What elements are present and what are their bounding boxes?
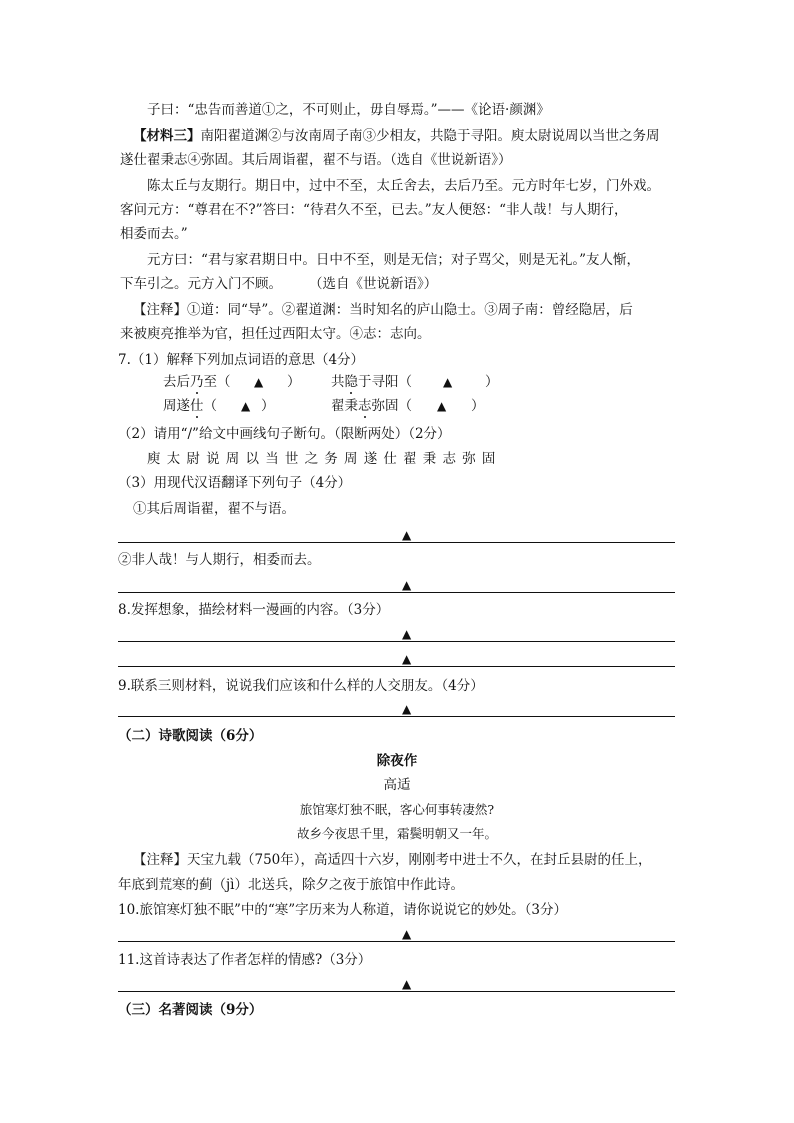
material3-paragraph1-line1: 【材料三】南阳翟道渊②与汝南周子南③少相友，共隐于寻阳。庾太尉说周以当世之务周	[133, 128, 660, 144]
q7-word4-close: ）	[471, 398, 485, 414]
poem-line1: 旅馆寒灯独不眠，客心何事转凄然?	[299, 802, 495, 817]
q9-title: 9.联系三则材料，说说我们应该和什么样的人交朋友。（4分）	[118, 678, 484, 694]
material3-label: 【材料三】	[133, 128, 201, 144]
material3-paragraph3-line2: 下车引之。元方入门不顾。 （选自《世说新语》）	[120, 276, 438, 292]
answer-marker: ▲	[402, 578, 412, 592]
q7-word1-close: ）	[287, 374, 301, 390]
answer-marker: ▲	[254, 375, 264, 389]
q7-word2: 共隐于寻阳（	[331, 374, 412, 390]
q7-part2-title: （2）请用“/”给文中画线句子断句。（限断两处）（2分）	[118, 426, 451, 442]
q7-sentence2: ②非人哉！与人期行，相委而去。	[118, 552, 321, 568]
answer-line	[118, 941, 675, 942]
answer-marker: ▲	[402, 702, 412, 716]
answer-marker: ▲	[402, 652, 412, 666]
answer-marker: ▲	[402, 927, 412, 941]
material3-note-line2: 来被庾亮推举为官，担任过西阳太守。④志：志向。	[120, 326, 431, 342]
material3-paragraph2-line3: 相委而去。”	[120, 226, 188, 242]
q7-part2-sentence: 庾太尉说周以当世之务周遂仕翟秉志弥固	[147, 451, 502, 467]
q7-word1: 去后乃至（	[163, 374, 231, 390]
poem-title: 除夜作	[376, 753, 418, 769]
answer-marker: ▲	[443, 375, 453, 389]
material3-paragraph2-line1: 陈太丘与友期行。期日中，过中不至，太丘舍去，去后乃至。元方时年七岁，门外戏。	[147, 178, 660, 194]
q7-sentence1: ①其后周诣翟，翟不与语。	[133, 501, 295, 517]
q10-title: 10.旅馆寒灯独不眠”中的“寒”字历来为人称道，请你说说它的妙处。（3分）	[118, 902, 568, 918]
answer-marker: ▲	[402, 627, 412, 641]
answer-line	[118, 592, 675, 593]
material3-paragraph2-line2: 客问元方：“尊君在不?”答曰：“待君久不至，已去。”友人便怒：“非人哉！与人期行，	[120, 202, 628, 218]
answer-line	[118, 542, 675, 543]
material3-paragraph3-line1: 元方曰：“君与家君期日中。日中不至，则是无信；对子骂父，则是无礼。”友人惭，	[147, 252, 641, 268]
answer-marker: ▲	[437, 399, 447, 413]
section2-title: （二）诗歌阅读（6分）	[118, 728, 263, 744]
answer-marker: ▲	[241, 399, 251, 413]
answer-line	[118, 991, 675, 992]
answer-marker: ▲	[402, 528, 412, 542]
material3-paragraph1-line2: 遂仕翟秉志④弥固。其后周诣翟，翟不与语。（选自《世说新语》）	[120, 152, 512, 168]
poem-line2: 故乡今夜思千里，霜鬓明朝又一年。	[296, 826, 497, 841]
q7-word3: 周遂仕（	[163, 398, 217, 414]
q7-word2-close: ）	[485, 374, 499, 390]
q8-title: 8.发挥想象，描绘材料一漫画的内容。（3分）	[118, 602, 390, 618]
answer-marker: ▲	[402, 977, 412, 991]
material2-quote: 子曰：“忠告而善道①之，不可则止，毋自辱焉。”——《论语·颜渊》	[147, 102, 550, 118]
answer-line	[118, 716, 675, 717]
poem-author: 高适	[383, 777, 411, 793]
answer-line	[118, 641, 675, 642]
answer-line	[118, 666, 675, 667]
material3-note-line1: 【注释】①道：同“导”。②翟道渊：当时知名的庐山隐士。③周子南：曾经隐居，后	[133, 302, 633, 318]
poem-note-line1: 【注释】天宝九载（750年），高适四十六岁，刚刚考中进士不久，在封丘县尉的任上，	[133, 852, 652, 868]
poem-note-line2: 年底到荒寒的蓟（jì）北送兵，除夕之夜于旅馆中作此诗。	[118, 877, 465, 893]
section3-title: （三）名著阅读（9分）	[118, 1002, 263, 1018]
q7-word4: 翟秉志弥固（	[331, 398, 412, 414]
q7-word3-close: ）	[261, 398, 275, 414]
q7-title: 7.（1）解释下列加点词语的意思（4分）	[118, 352, 365, 368]
q7-part3-title: （3）用现代汉语翻译下列句子（4分）	[118, 475, 352, 491]
q11-title: 11.这首诗表达了作者怎样的情感?（3分）	[118, 952, 372, 968]
